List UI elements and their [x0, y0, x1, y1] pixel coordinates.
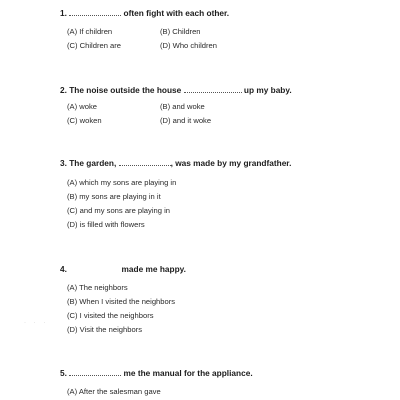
question-1-option-d[interactable]: (D) Who children: [160, 41, 217, 50]
answer-blank: [119, 158, 171, 166]
question-5-stem: [60, 368, 253, 378]
question-2-option-b[interactable]: (B) and woke: [160, 102, 205, 111]
question-number: 4.: [60, 264, 67, 274]
answer-blank: [69, 264, 119, 272]
question-3-option-a[interactable]: (A) which my sons are playing in: [67, 178, 177, 187]
question-number: 5.: [60, 368, 67, 378]
scan-speckle: · · ·: [24, 320, 49, 326]
answer-blank: [184, 85, 242, 93]
answer-blank: [69, 368, 121, 376]
question-4-option-d[interactable]: (D) Visit the neighbors: [67, 325, 142, 334]
question-3-option-d[interactable]: (D) is filled with flowers: [67, 220, 145, 229]
question-2-option-d[interactable]: (D) and it woke: [160, 116, 212, 125]
question-2-option-c[interactable]: (C) woken: [67, 116, 102, 125]
question-3-option-c[interactable]: (C) and my sons are playing in: [67, 206, 170, 215]
question-1-stem: [60, 8, 229, 18]
question-number: 3.: [60, 158, 67, 168]
question-2-stem: [60, 85, 292, 95]
question-1-option-a[interactable]: (A) If children: [67, 27, 113, 36]
question-4-stem: [60, 264, 186, 274]
question-text-after: made me happy.: [121, 264, 186, 274]
question-1-option-c[interactable]: (C) Children are: [67, 41, 122, 50]
question-text-before: The noise outside the house: [69, 85, 182, 95]
question-text-after: up my baby.: [243, 85, 292, 95]
question-text-after: me the manual for the appliance.: [123, 368, 253, 378]
question-3-stem: [60, 158, 291, 168]
question-4-option-a[interactable]: (A) The neighbors: [67, 283, 128, 292]
question-4-option-b[interactable]: (B) When I visited the neighbors: [67, 297, 176, 306]
question-1-option-b[interactable]: (B) Children: [160, 27, 201, 36]
question-number: 1.: [60, 8, 67, 18]
question-3-option-b[interactable]: (B) my sons are playing in it: [67, 192, 161, 201]
question-text-before: The garden,: [69, 158, 117, 168]
question-number: 2.: [60, 85, 67, 95]
answer-blank: [69, 8, 121, 16]
question-text-after: , was made by my grandfather.: [170, 158, 292, 168]
question-2-option-a[interactable]: (A) woke: [67, 102, 97, 111]
question-4-option-c[interactable]: (C) I visited the neighbors: [67, 311, 154, 320]
question-text-after: often fight with each other.: [123, 8, 230, 18]
question-5-option-a[interactable]: (A) After the salesman gave: [67, 387, 161, 396]
